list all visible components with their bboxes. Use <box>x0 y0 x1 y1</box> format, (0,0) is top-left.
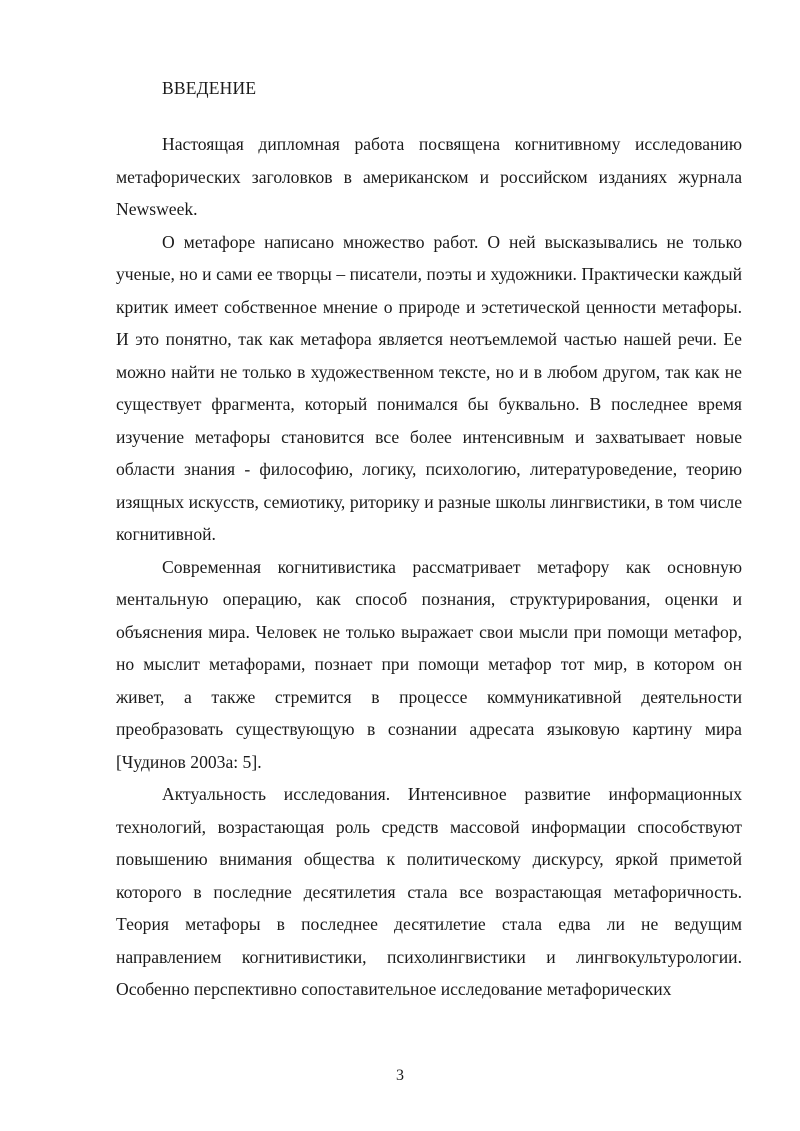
paragraph-intro: Настоящая дипломная работа посвящена когнитивному исследованию метафорических заголовков в американском и российском изданиях журнала Newsweek. <box>116 134 742 219</box>
paragraph-cognitive-science: Современная когнитивистика рассматривает метафору как основную ментальную операцию, как способ познания, структурирования, оценки и объяснения мира. Человек не только выражает свои мысли при помощи метафор, но мыслит метафорами, познает при помощи метафор тот мир, в котором он живет, а также стремится в процессе коммуникативной деятельности преобразовать существующую в сознании адресата языковую картину мира [Чудинов 2003а: 5]. <box>116 556 742 772</box>
paragraph-metaphor-works: О метафоре написано множество работ. О ней высказывались не только ученые, но и сами ее творцы – писатели, поэты и художники. Практически каждый критик имеет собственное мнение о природе и эстетической ценности метафоры. И это понятно, так как метафора является неотъемлемой частью нашей речи. Ее можно найти не только в художественном тексте, но и в любом другом, так как не существует фрагмента, который понимался бы буквально. В последнее время изучение метафоры становится все более интенсивным и захватывает новые области знания - философию, логику, психологию, литературоведение, теорию изящных искусств, семиотику, риторику и разные школы лингвистики, в том числе когнитивной. <box>116 231 742 544</box>
page-number: 3 <box>396 1067 404 1084</box>
paragraph-relevance: Актуальность исследования. Интенсивное развитие информационных технологий, возрастающая роль средств массовой информации способствуют повышению внимания общества к политическому дискурсу, яркой приметой которого в последние десятилетия стала все возрастающая метафоричность. Теория метафоры в последнее десятилетие стала едва ли не ведущим направлением когнитивистики, психолингвистики и лингвокультурологии. Особенно перспективно сопоставительное исследование метафорических <box>116 784 742 999</box>
section-heading: ВВЕДЕНИЕ <box>162 78 257 98</box>
body-text <box>116 128 742 1006</box>
